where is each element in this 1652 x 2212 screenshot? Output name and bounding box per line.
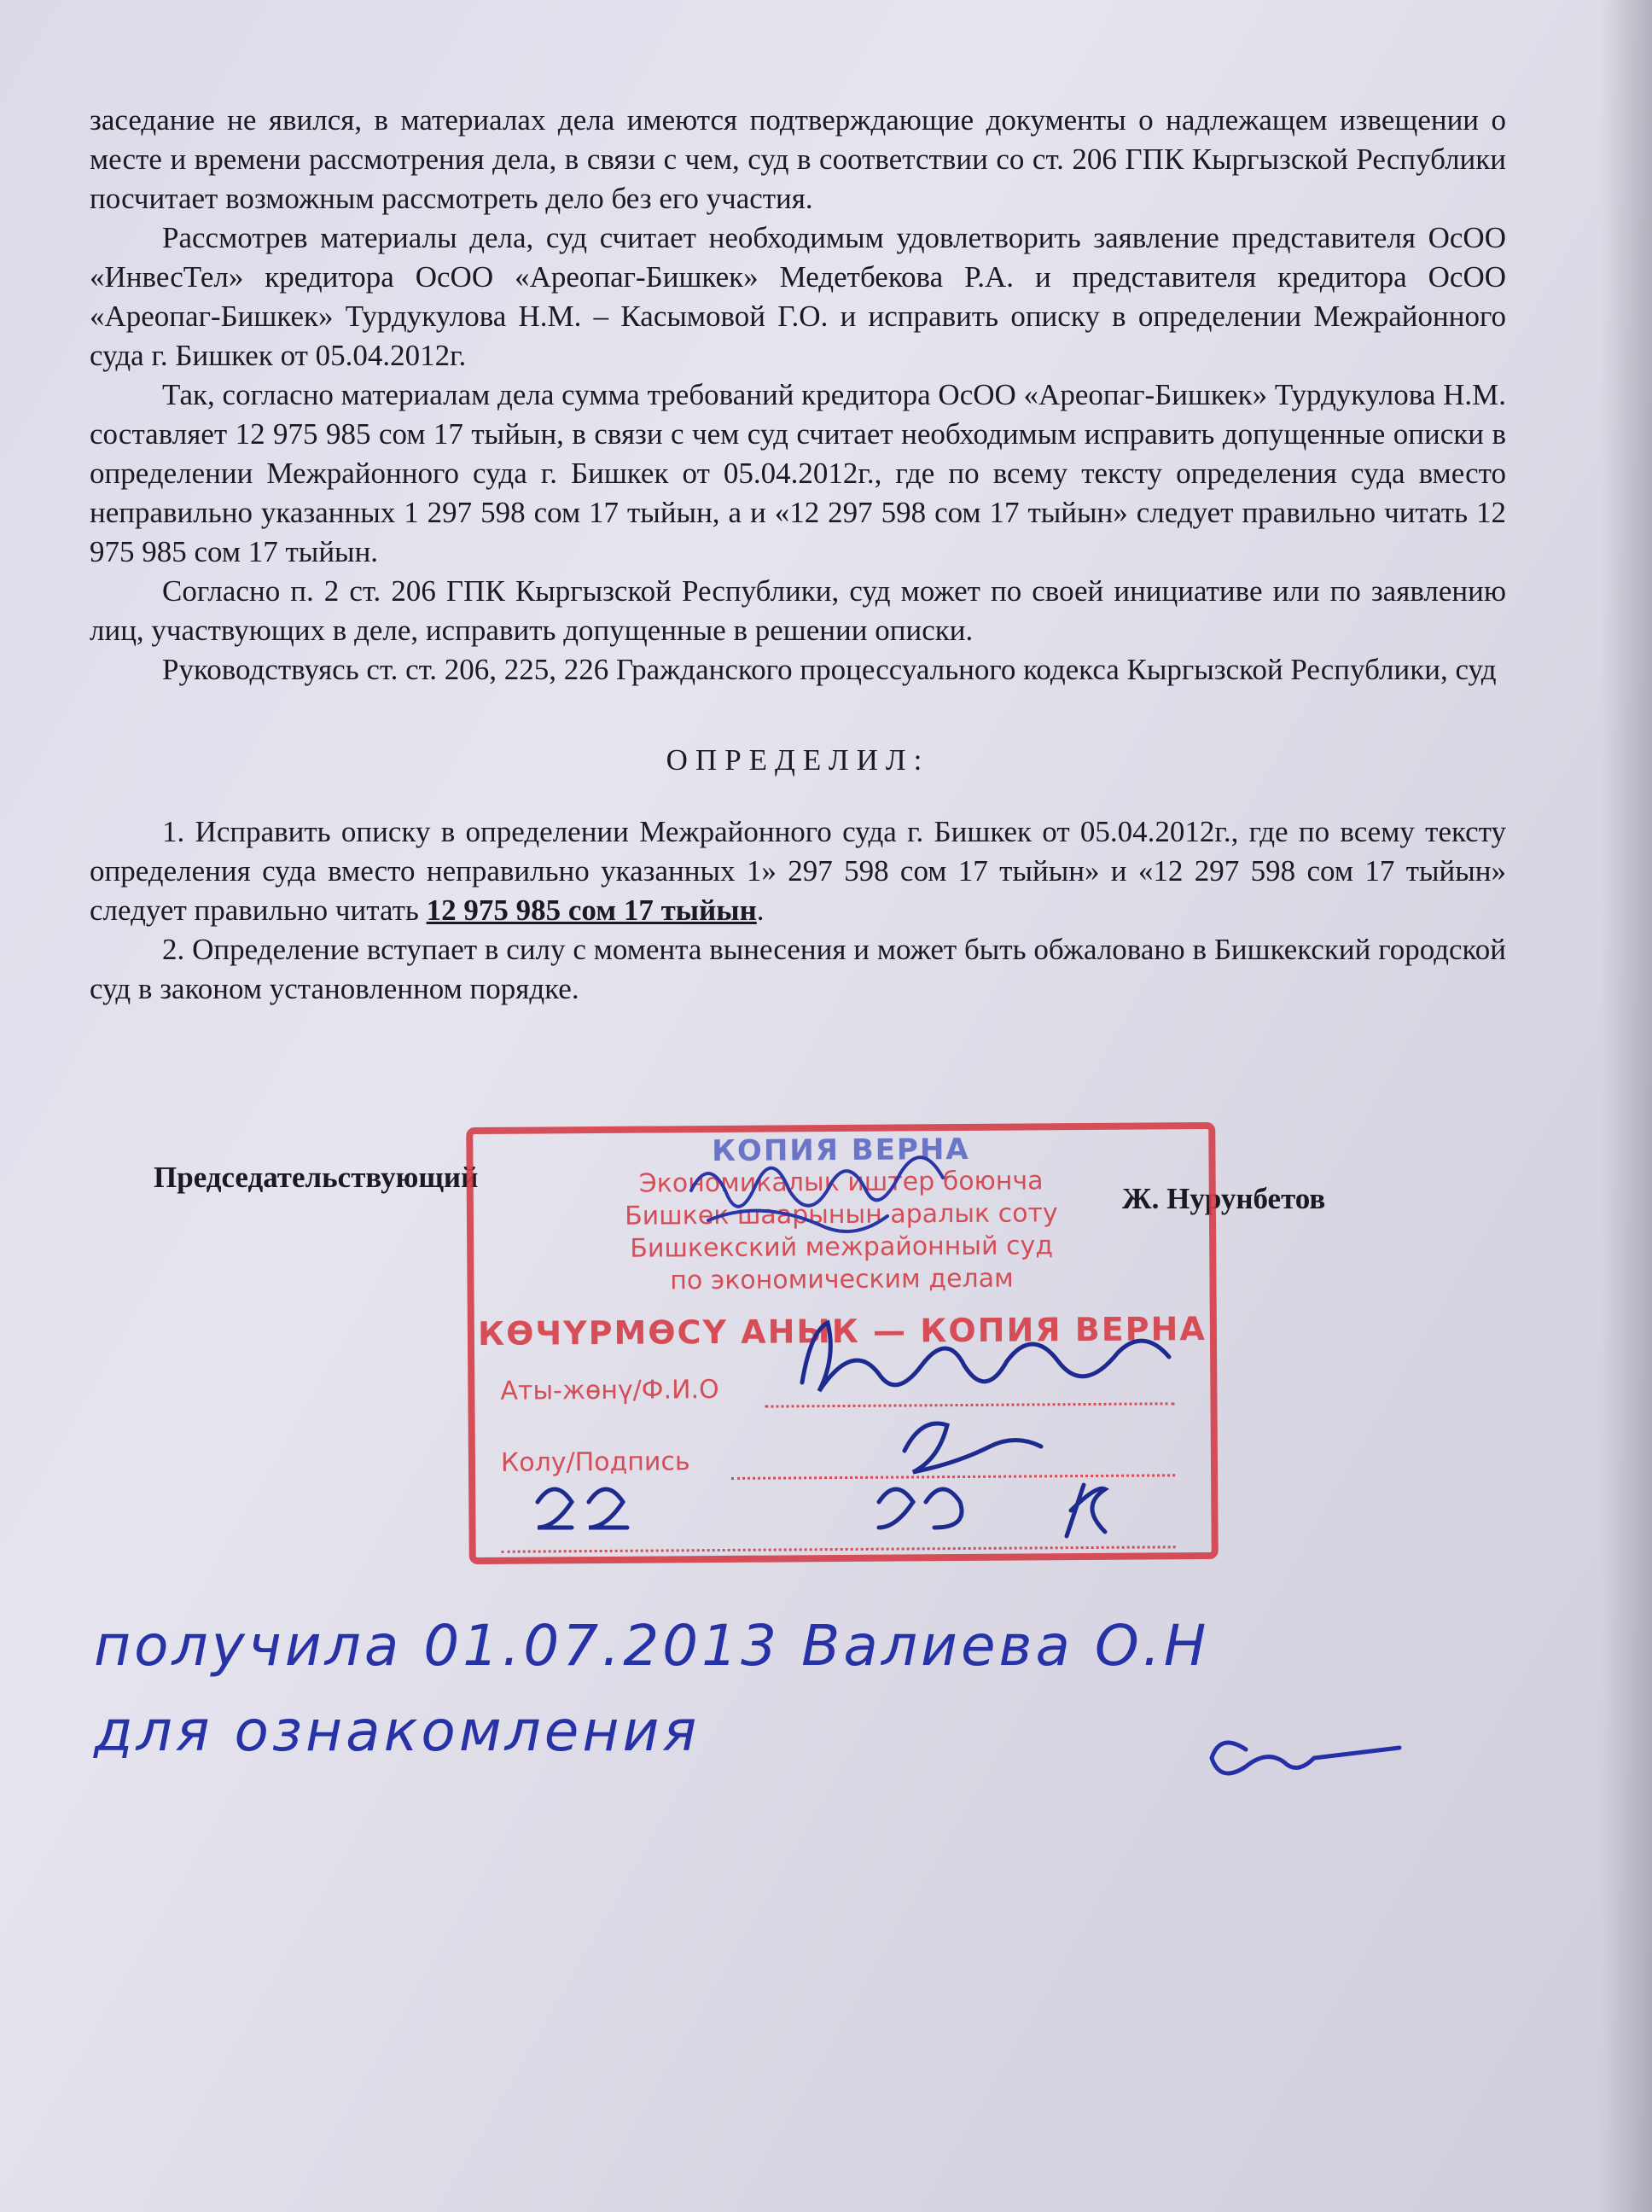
- stamp-name-signature: [802, 1323, 1169, 1391]
- item-1-amount: 12 975 985 сом 17 тыйын: [426, 894, 757, 927]
- paragraph-1: заседание не явился, в материалах дела имеются подтверждающие документы о надлежащем извещении о месте и времени рассмотрения дела, в связи с чем, суд в соответствии со ст. 206 ГПК Кыргызской Республики посчитает возможным рассмотреть дело без его участия.: [90, 103, 1506, 215]
- handwritten-receipt-line-1: получила 01.07.2013 Валиева О.Н: [94, 1613, 1210, 1679]
- decision-heading: ОПРЕДЕЛИЛ:: [666, 743, 930, 777]
- stamp-name-field: Аты-жөнү/Ф.И.О: [500, 1375, 719, 1406]
- stamp-line-3: Бишкекский межрайонный суд: [630, 1231, 1054, 1264]
- paragraph-2: Рассмотрев материалы дела, суд считает необходимым удовлетворить заявление представителя ОсОО «ИнвесТел» кредитора ОсОО «Ареопаг-Бишкек» Медетбекова Р.А. и представителя кредитора ОсОО «Ареопаг-Бишкек» Турдукулова Н.М. – Касымовой Г.О. и исправить описку в определении Межрайонного суда г. Бишкек от 05.04.2012г.: [90, 221, 1506, 372]
- decision-item-2: 2. Определение вступает в силу с момента вынесения и может быть обжаловано в Бишкекский городской суд в законом установленном порядке.: [90, 933, 1506, 1005]
- stamp-line-2: Бишкек шаарынын аралык соту: [625, 1198, 1058, 1231]
- paragraph-3: Так, согласно материалам дела сумма требований кредитора ОсОО «Ареопаг-Бишкек» Турдукулова Н.М. составляет 12 975 985 сом 17 тыйын, в связи с чем суд считает необходимым исправить допущенные описки в определении Межрайонного суда г. Бишкек от 05.04.2012г., где по всему тексту определения суда вместо неправильно указанных 1 297 598 сом 17 тыйын, а и «12 297 598 сом 17 тыйын» следует правильно читать 12 975 985 сом 17 тыйын.: [90, 378, 1506, 568]
- stamp-blue-signature: [691, 1157, 943, 1231]
- item-1-text: 1. Исправить описку в определении Межрайонного суда г. Бишкек от 05.04.2012г., где по всему тексту определения суда вместо неправильно указанных 1» 297 598 сом 17 тыйын» и «12 297 598 сом 17 тыйын» следует правильно читать: [90, 815, 1506, 927]
- stamp-line-4: по экономическим делам: [670, 1263, 1014, 1296]
- presiding-judge-label: Председательствующий: [154, 1161, 479, 1194]
- paragraph-5: Руководствуясь ст. ст. 206, 225, 226 Гражданского процессуального кодекса Кыргызской Республики, суд: [162, 653, 1497, 686]
- bottom-signature-mark: [1212, 1743, 1399, 1773]
- stamp-copy-mark: КОПИЯ ВЕРНА: [712, 1132, 970, 1169]
- stamp-certified-copy: КӨЧҮРМӨСҮ АНЫК — КОПИЯ ВЕРНА: [477, 1310, 1207, 1353]
- stamp-initials-signature: [905, 1423, 1041, 1472]
- stamp-date-handwriting: [538, 1485, 1105, 1536]
- item-1-end: .: [756, 894, 765, 927]
- handwritten-receipt-line-2: для ознакомления: [94, 1698, 701, 1764]
- stamp-line-1: Экономикалык иштер боюнча: [638, 1166, 1044, 1199]
- judge-name: Ж. Нурунбетов: [1122, 1182, 1326, 1215]
- stamp-signature-field: Колу/Подпись: [500, 1447, 690, 1478]
- paragraph-4: Согласно п. 2 ст. 206 ГПК Кыргызской Республики, суд может по своей инициативе или по заявлению лиц, участвующих в деле, исправить допущенные в решении описки.: [90, 574, 1506, 647]
